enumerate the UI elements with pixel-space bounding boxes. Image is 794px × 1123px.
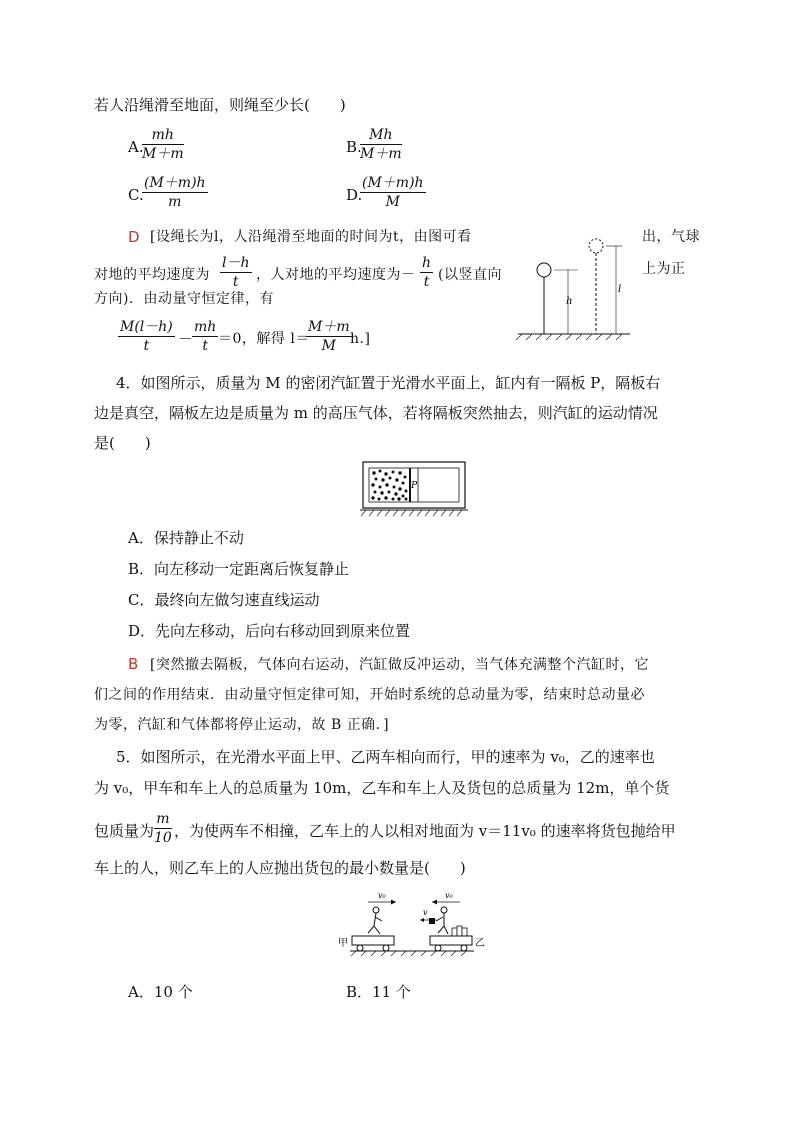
q3-eq-frac2-den: t bbox=[202, 338, 208, 354]
q5-stem-frac-den: 10 bbox=[154, 830, 172, 846]
q3-eq-mid: ＝0，解得 l＝ bbox=[218, 331, 310, 347]
q3-solution-line2-right: 上为正 bbox=[642, 261, 686, 277]
q4-solution-line3: 为零，汽缸和气体都将停止运动，故 B 正确．] bbox=[94, 717, 390, 733]
q3-option-d-num: (M＋m)h bbox=[362, 175, 424, 191]
q4-stem-line1: 4．如图所示，质量为 M 的密闭汽缸置于光滑水平面上，缸内有一隔板 P，隔板右 bbox=[116, 374, 661, 392]
q3-solution-frac2-num: h bbox=[422, 255, 432, 271]
q3-option-a-label: A. bbox=[128, 138, 144, 156]
q3-option-c[interactable] bbox=[142, 176, 208, 209]
fig-jia-label: 甲 bbox=[338, 938, 348, 949]
fig-v-label: v bbox=[423, 908, 428, 917]
q3-answer: D bbox=[128, 228, 140, 246]
balloon-figure bbox=[510, 232, 640, 344]
fig-v0-right-label: v₀ bbox=[445, 891, 453, 900]
cart-left bbox=[352, 936, 394, 945]
q3-eq-frac3 bbox=[306, 320, 352, 353]
q3-solution-frac1-den: t bbox=[232, 274, 239, 290]
q5-stem-line1: 5．如图所示，在光滑水平面上甲、乙两车相向而行，甲的速率为 v₀，乙的速率也 bbox=[116, 748, 655, 766]
q3-option-c-label: C. bbox=[128, 186, 144, 204]
q3-eq-frac2-num: mh bbox=[194, 319, 217, 335]
cart-right bbox=[430, 936, 472, 945]
q3-eq-minus: － bbox=[178, 330, 194, 348]
q4-option-b[interactable]: B．向左移动一定距离后恢复静止 bbox=[128, 560, 350, 578]
q3-solution-line1: [设绳长为l，人沿绳滑至地面的时间为t，由图可看 bbox=[150, 229, 472, 245]
q5-stem-frac bbox=[154, 812, 172, 845]
q3-solution-line2b: ，人对地的平均速度为－ bbox=[256, 267, 416, 283]
q3-option-b[interactable] bbox=[360, 128, 402, 161]
q3-eq-frac1 bbox=[118, 320, 175, 353]
q4-option-d[interactable]: D．先向左移动，后向右移动回到原来位置 bbox=[128, 622, 411, 640]
q5-stem-line3b: ，为使两车不相撞，乙车上的人以相对地面为 v＝11v₀ 的速率将货包抛给甲 bbox=[174, 822, 676, 840]
balloon-circle bbox=[537, 263, 551, 277]
q3-option-c-den: m bbox=[168, 194, 182, 210]
carts-figure bbox=[334, 888, 494, 970]
q3-eq-end: h.] bbox=[350, 331, 371, 347]
q4-option-a[interactable]: A．保持静止不动 bbox=[128, 529, 244, 547]
q4-solution-line2: 们之间的作用结束．由动量守恒定律可知，开始时系统的总动量为零，结束时总动量必 bbox=[94, 687, 645, 703]
package-stack bbox=[452, 926, 467, 936]
q5-stem-line2: 为 v₀，甲车和车上人的总质量为 10m，乙车和车上人及货包的总质量为 12m，单个货 bbox=[94, 779, 670, 797]
q3-option-d-den: M bbox=[385, 194, 400, 210]
cylinder-figure bbox=[360, 460, 470, 518]
q5-stem-frac-num: m bbox=[154, 812, 172, 829]
balloon-dashed-circle bbox=[589, 239, 603, 253]
person-left bbox=[368, 907, 382, 934]
q3-option-b-label: B. bbox=[346, 138, 362, 156]
package-thrown bbox=[429, 918, 435, 924]
q3-option-d[interactable] bbox=[360, 176, 426, 209]
fig-p-label: P bbox=[411, 481, 418, 491]
q3-eq-frac2 bbox=[192, 320, 218, 353]
q3-option-b-num: Mh bbox=[360, 128, 402, 145]
q5-option-b[interactable]: B．11 个 bbox=[346, 983, 411, 1001]
q5-stem-line3a: 包质量为 bbox=[94, 822, 155, 840]
q3-option-b-den: M＋m bbox=[360, 146, 402, 162]
q4-option-c[interactable]: C．最终向左做匀速直线运动 bbox=[128, 591, 320, 609]
q3-solution-frac2 bbox=[420, 256, 433, 289]
fig-yi-label: 乙 bbox=[475, 938, 485, 949]
q3-option-c-num: (M＋m)h bbox=[144, 175, 206, 191]
q3-solution-frac1-num: l－h bbox=[222, 255, 250, 271]
q3-option-a-den: M＋m bbox=[142, 146, 184, 162]
q3-solution-line1-right: 出，气球 bbox=[642, 229, 700, 245]
q3-solution-line3: 方向)．由动量守恒定律，有 bbox=[94, 291, 274, 307]
q3-eq-frac3-den: M bbox=[321, 338, 336, 354]
q3-solution-line2a: 对地的平均速度为 bbox=[94, 267, 210, 283]
q3-eq-frac3-num: M＋m bbox=[308, 319, 350, 335]
q3-option-a[interactable] bbox=[142, 128, 184, 161]
q4-stem-line2: 边是真空，隔板左边是质量为 m 的高压气体，若将隔板突然抽去，则汽缸的运动情况 bbox=[94, 404, 658, 422]
q5-stem-line4: 车上的人，则乙车上的人应抛出货包的最小数量是( ) bbox=[94, 859, 466, 877]
q3-solution-line2c: (以竖直向 bbox=[438, 267, 502, 283]
q3-stem: 若人沿绳滑至地面，则绳至少长( ) bbox=[94, 96, 346, 114]
q4-answer: B bbox=[128, 655, 139, 673]
q4-solution-line1: [突然撤去隔板，气体向右运动，汽缸做反冲运动，当气体充满整个汽缸时，它 bbox=[150, 657, 649, 673]
fig-h-label: h bbox=[566, 296, 573, 307]
person-right bbox=[436, 907, 448, 934]
fig-v0-left-label: v₀ bbox=[378, 891, 386, 900]
q3-solution-frac1 bbox=[220, 256, 252, 289]
q4-stem-line3: 是( ) bbox=[94, 434, 151, 452]
q3-solution-frac2-den: t bbox=[423, 274, 430, 290]
q3-eq-frac1-num: M(l－h) bbox=[120, 319, 173, 335]
q3-option-a-num: mh bbox=[142, 128, 184, 145]
q3-option-d-label: D. bbox=[346, 186, 363, 204]
q5-option-a[interactable]: A．10 个 bbox=[128, 983, 193, 1001]
q3-eq-frac1-den: t bbox=[143, 338, 150, 354]
fig-l-label: l bbox=[618, 284, 622, 295]
